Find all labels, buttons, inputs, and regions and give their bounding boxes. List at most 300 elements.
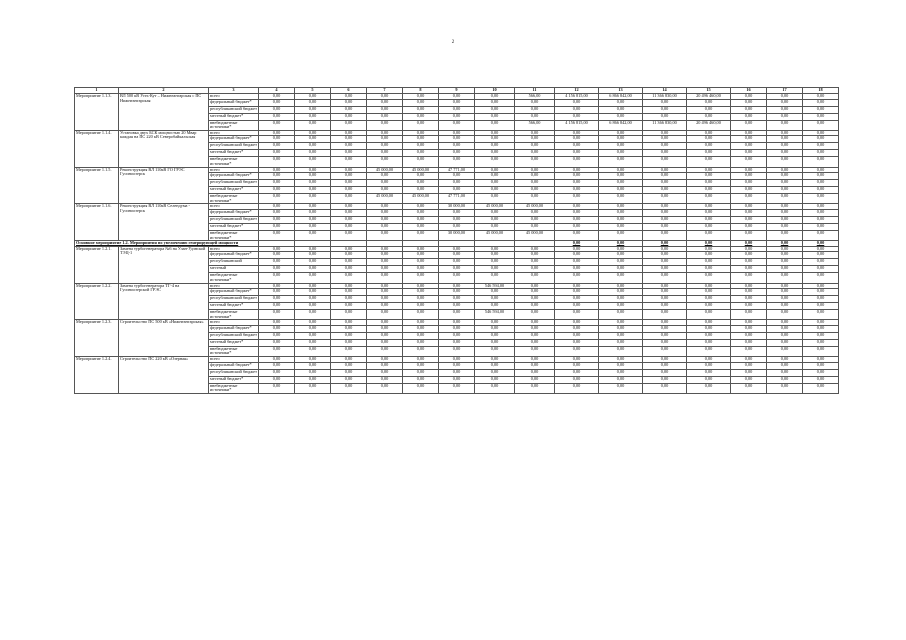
- table-cell: 0,00: [295, 296, 331, 303]
- table-cell: 0,00: [555, 157, 599, 167]
- table-cell: 0,00: [403, 120, 439, 130]
- table-cell: 30 000,00: [439, 230, 475, 240]
- table-cell: 0,00: [599, 357, 643, 363]
- table-cell: 0,00: [403, 246, 439, 252]
- table-cell: 0,00: [643, 204, 687, 210]
- table-cell: 0,00: [295, 180, 331, 187]
- table-cell: 0,00: [643, 216, 687, 223]
- funding-source: федеральный бюджет*: [209, 252, 259, 259]
- table-cell: 0,00: [599, 246, 643, 252]
- table-cell: 0,00: [767, 94, 803, 100]
- table-cell: 0,00: [331, 194, 367, 204]
- table-cell: 0,00: [555, 346, 599, 356]
- table-cell: 0,00: [515, 369, 555, 376]
- table-cell: 0,00: [731, 120, 767, 130]
- table-cell: 0,00: [803, 283, 839, 289]
- table-cell: 0,00: [687, 339, 731, 346]
- table-cell: 0,00: [599, 194, 643, 204]
- table-cell: 0,00: [643, 289, 687, 296]
- table-cell: 0,00: [367, 376, 403, 383]
- table-cell: 0,00: [439, 99, 475, 106]
- table-cell: 0,00: [367, 310, 403, 320]
- table-cell: 0,00: [439, 157, 475, 167]
- table-cell: 0,00: [643, 230, 687, 240]
- table-cell: 0,00: [643, 362, 687, 369]
- table-cell: 0,00: [439, 136, 475, 143]
- table-cell: 11 366 830,00: [643, 120, 687, 130]
- table-cell: 0,00: [643, 376, 687, 383]
- table-cell: 0,00: [475, 357, 515, 363]
- table-cell: 0,00: [803, 273, 839, 283]
- table-cell: 0,00: [803, 157, 839, 167]
- table-cell: 0,00: [599, 187, 643, 194]
- table-cell: 0,00: [295, 252, 331, 259]
- table-cell: 0,00: [259, 357, 295, 363]
- funding-source: местный бюджет*: [209, 187, 259, 194]
- table-cell: 0,00: [439, 266, 475, 273]
- table-cell: 45 000,00: [367, 194, 403, 204]
- table-cell: 0,00: [555, 325, 599, 332]
- table-cell: 0,00: [555, 320, 599, 326]
- table-cell: 0,00: [767, 383, 803, 393]
- table-cell: 0,00: [687, 259, 731, 266]
- table-cell: 0,00: [331, 157, 367, 167]
- table-cell: 0,00: [767, 113, 803, 120]
- table-cell: 0,00: [295, 216, 331, 223]
- table-cell: 0,00: [259, 252, 295, 259]
- table-cell: 0,00: [731, 113, 767, 120]
- table-cell: 0,00: [767, 252, 803, 259]
- table-cell: 0,00: [367, 204, 403, 210]
- table-cell: 0,00: [767, 223, 803, 230]
- table-cell: 0,00: [767, 173, 803, 180]
- table-cell: 0,00: [295, 332, 331, 339]
- table-cell: 0,00: [331, 130, 367, 136]
- table-cell: 0,00: [731, 303, 767, 310]
- table-cell: 0,00: [599, 273, 643, 283]
- funding-source: внебюджетные источники*: [209, 346, 259, 356]
- table-cell: 0,00: [259, 383, 295, 393]
- table-cell: 0,00: [643, 150, 687, 157]
- table-cell: 0,00: [767, 120, 803, 130]
- table-cell: 0,00: [515, 357, 555, 363]
- header-cell: 12: [555, 88, 599, 94]
- table-cell: 0,00: [599, 332, 643, 339]
- table-cell: 0,00: [767, 246, 803, 252]
- table-cell: 0,00: [331, 150, 367, 157]
- table-cell: 0,00: [803, 209, 839, 216]
- table-cell: 0,00: [515, 136, 555, 143]
- table-cell: 0,00: [803, 266, 839, 273]
- table-cell: 0,00: [643, 209, 687, 216]
- table-cell: 0,00: [331, 216, 367, 223]
- table-cell: 0,00: [555, 230, 599, 240]
- table-cell: 45 000,00: [515, 204, 555, 210]
- table-cell: 0,00: [803, 362, 839, 369]
- table-cell: 0,00: [259, 216, 295, 223]
- table-cell: 0,00: [515, 310, 555, 320]
- table-cell: 0,00: [555, 383, 599, 393]
- table-cell: 0,00: [475, 320, 515, 326]
- table-cell: 0,00: [331, 283, 367, 289]
- table-cell: 0,00: [803, 252, 839, 259]
- table-cell: 0,00: [803, 180, 839, 187]
- table-cell: 0,00: [259, 99, 295, 106]
- table-cell: 0,00: [599, 216, 643, 223]
- header-cell: 5: [295, 88, 331, 94]
- table-cell: 20 496 460,00: [687, 94, 731, 100]
- measure-name: Строительство ПС 500 кВ «Нижнеангарская»: [119, 320, 209, 357]
- table-cell: 0,00: [439, 180, 475, 187]
- table-cell: 0,00: [555, 143, 599, 150]
- table-cell: 0,00: [515, 167, 555, 173]
- table-cell: 0,00: [295, 150, 331, 157]
- table-cell: 0,00: [331, 99, 367, 106]
- table-cell: 0,00: [295, 113, 331, 120]
- table-cell: 0,00: [367, 296, 403, 303]
- table-cell: 0,00: [515, 180, 555, 187]
- table-cell: 0,00: [643, 273, 687, 283]
- table-cell: 0,00: [439, 246, 475, 252]
- table-cell: 0,00: [767, 157, 803, 167]
- table-cell: 0,00: [599, 150, 643, 157]
- table-cell: 0,00: [259, 130, 295, 136]
- table-cell: 0,00: [367, 339, 403, 346]
- table-cell: 0,00: [731, 94, 767, 100]
- table-cell: 0,00: [259, 113, 295, 120]
- table-cell: 0,00: [403, 332, 439, 339]
- table-cell: 0,00: [687, 383, 731, 393]
- table-cell: 0,00: [599, 339, 643, 346]
- funding-source: местный бюджет*: [209, 339, 259, 346]
- table-cell: 0,00: [515, 332, 555, 339]
- table-cell: 0,00: [439, 289, 475, 296]
- table-cell: 0,00: [367, 187, 403, 194]
- table-cell: 0,00: [643, 173, 687, 180]
- table-cell: 0,00: [555, 252, 599, 259]
- table-cell: 0,00: [367, 150, 403, 157]
- table-cell: 0,00: [731, 357, 767, 363]
- table-cell: 0,00: [259, 320, 295, 326]
- table-cell: 0,00: [367, 283, 403, 289]
- table-cell: 0,00: [295, 106, 331, 113]
- table-cell: 6 866 842,00: [599, 94, 643, 100]
- table-cell: 0,00: [643, 136, 687, 143]
- table-cell: 0,00: [643, 339, 687, 346]
- table-cell: 45 000,00: [367, 167, 403, 173]
- table-cell: 0,00: [403, 204, 439, 210]
- table-cell: 0,00: [515, 346, 555, 356]
- table-cell: 6 866 842,00: [599, 120, 643, 130]
- table-cell: 0,00: [403, 266, 439, 273]
- table-cell: 0,00: [515, 320, 555, 326]
- table-cell: 0,00: [475, 362, 515, 369]
- table-cell: 0,00: [515, 209, 555, 216]
- table-cell: 0,00: [599, 266, 643, 273]
- table-cell: 0,00: [367, 303, 403, 310]
- table-cell: 0,00: [803, 332, 839, 339]
- measure-name: Замена турбогенератора №6 на Улан-Удэнской ТЭЦ-1: [119, 246, 209, 283]
- table-cell: 0,00: [367, 130, 403, 136]
- table-cell: 0,00: [515, 339, 555, 346]
- table-cell: 0,00: [331, 143, 367, 150]
- table-cell: 0,00: [599, 230, 643, 240]
- table-cell: 0,00: [599, 157, 643, 167]
- table-cell: 0,00: [439, 94, 475, 100]
- table-cell: 0,00: [475, 143, 515, 150]
- funding-source: республиканский бюджет: [209, 332, 259, 339]
- table-cell: 0,00: [295, 230, 331, 240]
- table-cell: 0,00: [403, 289, 439, 296]
- table-cell: 0,00: [295, 167, 331, 173]
- table-cell: 0,00: [767, 339, 803, 346]
- table-cell: 0,00: [515, 157, 555, 167]
- table-cell: 0,00: [403, 113, 439, 120]
- table-cell: 0,00: [439, 259, 475, 266]
- funding-source: республиканский бюджет: [209, 216, 259, 223]
- measure-number: Мероприятие 1.2.3.: [75, 320, 119, 357]
- header-cell: 18: [803, 88, 839, 94]
- table-cell: 0,00: [403, 296, 439, 303]
- funding-source: всего: [209, 320, 259, 326]
- table-cell: 0,00: [767, 357, 803, 363]
- table-cell: 0,00: [767, 99, 803, 106]
- funding-source: федеральный бюджет*: [209, 289, 259, 296]
- table-cell: 0,00: [803, 320, 839, 326]
- table-cell: 0,00: [767, 266, 803, 273]
- table-cell: 0,00: [555, 273, 599, 283]
- table-cell: 0,00: [803, 325, 839, 332]
- table-cell: 0,00: [295, 120, 331, 130]
- table-cell: 0,00: [687, 289, 731, 296]
- table-cell: 0,00: [555, 130, 599, 136]
- table-cell: 0,00: [331, 383, 367, 393]
- measure-name: Реконструкция ВЛ 110кВ ГО ГРЭС Гусиноозерск: [119, 167, 209, 204]
- table-cell: 0,00: [439, 283, 475, 289]
- table-cell: 0,00: [555, 362, 599, 369]
- table-cell: 0,00: [731, 194, 767, 204]
- table-cell: 0,00: [367, 173, 403, 180]
- table-cell: 0,00: [403, 259, 439, 266]
- table-cell: 0,00: [515, 283, 555, 289]
- table-cell: 0,00: [515, 325, 555, 332]
- table-cell: 0,00: [803, 167, 839, 173]
- table-cell: 0,00: [767, 167, 803, 173]
- table-cell: 0,00: [643, 383, 687, 393]
- table-cell: 0,00: [643, 296, 687, 303]
- funding-source: внебюджетные источники*: [209, 310, 259, 320]
- table-cell: 0,00: [599, 325, 643, 332]
- table-cell: 0,00: [367, 216, 403, 223]
- funding-source: республиканский бюджет: [209, 180, 259, 187]
- table-cell: 0,00: [599, 383, 643, 393]
- table-cell: 0,00: [687, 296, 731, 303]
- table-cell: 0,00: [259, 180, 295, 187]
- table-cell: 0,00: [367, 120, 403, 130]
- table-cell: 0,00: [403, 99, 439, 106]
- measure-name: ВЛ 500 кВ Усть-Кут – Нижнеангарская с ПС Нижнеангарская: [119, 94, 209, 131]
- funding-source: местный бюджет*: [209, 113, 259, 120]
- table-cell: 0,00: [599, 259, 643, 266]
- table-cell: 0,00: [767, 320, 803, 326]
- table-cell: 0,00: [259, 157, 295, 167]
- table-cell: 0,00: [515, 143, 555, 150]
- table-cell: 0,00: [295, 266, 331, 273]
- funding-source: всего: [209, 246, 259, 252]
- table-cell: 0,00: [259, 296, 295, 303]
- table-cell: 0,00: [439, 357, 475, 363]
- funding-source: федеральный бюджет*: [209, 209, 259, 216]
- table-cell: 0,00: [403, 106, 439, 113]
- table-cell: 0,00: [731, 332, 767, 339]
- table-cell: 0,00: [259, 266, 295, 273]
- table-cell: 0,00: [555, 369, 599, 376]
- table-cell: 0,00: [555, 223, 599, 230]
- table-cell: 0,00: [295, 325, 331, 332]
- table-cell: 0,00: [367, 252, 403, 259]
- funding-source: республиканский бюджет: [209, 369, 259, 376]
- table-cell: 0,00: [295, 273, 331, 283]
- table-cell: 0,00: [295, 194, 331, 204]
- funding-source: внебюджетные источники*: [209, 273, 259, 283]
- table-cell: 0,00: [643, 157, 687, 167]
- table-cell: 0,00: [767, 303, 803, 310]
- table-cell: 0,00: [331, 303, 367, 310]
- table-cell: 0,00: [475, 325, 515, 332]
- table-cell: 0,00: [599, 346, 643, 356]
- table-cell: 0,00: [259, 209, 295, 216]
- table-cell: 0,00: [767, 216, 803, 223]
- table-cell: 0,00: [643, 283, 687, 289]
- table-cell: 0,00: [687, 320, 731, 326]
- funding-source: местный бюджет*: [209, 376, 259, 383]
- funding-source: федеральный бюджет*: [209, 325, 259, 332]
- table-cell: 0,00: [403, 339, 439, 346]
- table-cell: 0,00: [515, 187, 555, 194]
- table-cell: 0,00: [599, 320, 643, 326]
- table-cell: 0,00: [767, 143, 803, 150]
- table-cell: 0,00: [403, 362, 439, 369]
- table-cell: 0,00: [295, 246, 331, 252]
- table-cell: 0,00: [803, 94, 839, 100]
- table-cell: 0,00: [295, 99, 331, 106]
- table-cell: 0,00: [295, 157, 331, 167]
- measure-number: Мероприятие 1.1.3.: [75, 94, 119, 131]
- funding-source: всего: [209, 167, 259, 173]
- funding-source: внебюджетные источники*: [209, 194, 259, 204]
- table-cell: 0,00: [439, 143, 475, 150]
- table-cell: 0,00: [687, 187, 731, 194]
- table-cell: 0,00: [767, 106, 803, 113]
- table-cell: 0,00: [439, 369, 475, 376]
- table-cell: 0,00: [295, 130, 331, 136]
- table-cell: 566,00: [515, 94, 555, 100]
- table-cell: 0,00: [731, 369, 767, 376]
- table-cell: 0,00: [687, 223, 731, 230]
- funding-source: федеральный бюджет*: [209, 173, 259, 180]
- table-cell: 0,00: [475, 246, 515, 252]
- table-cell: 0,00: [515, 266, 555, 273]
- table-cell: 0,00: [599, 362, 643, 369]
- table-cell: 0,00: [803, 106, 839, 113]
- table-cell: 0,00: [687, 310, 731, 320]
- table-cell: 0,00: [403, 150, 439, 157]
- table-cell: 0,00: [295, 376, 331, 383]
- table-cell: 0,00: [367, 246, 403, 252]
- table-cell: 0,00: [643, 252, 687, 259]
- table-cell: 0,00: [515, 273, 555, 283]
- table-cell: 0,00: [643, 187, 687, 194]
- table-cell: 0,00: [803, 246, 839, 252]
- table-cell: 0,00: [439, 346, 475, 356]
- table-cell: 0,00: [643, 357, 687, 363]
- table-cell: 0,00: [643, 332, 687, 339]
- table-cell: 0,00: [555, 339, 599, 346]
- table-cell: 0,00: [367, 369, 403, 376]
- table-cell: 0,00: [643, 113, 687, 120]
- table-cell: 0,00: [331, 209, 367, 216]
- table-cell: 0,00: [403, 252, 439, 259]
- table-cell: 0,00: [403, 273, 439, 283]
- table-cell: 0,00: [767, 289, 803, 296]
- table-cell: 0,00: [439, 332, 475, 339]
- table-cell: 0,00: [367, 357, 403, 363]
- table-cell: 0,00: [403, 216, 439, 223]
- table-cell: 0,00: [331, 120, 367, 130]
- table-cell: 0,00: [599, 173, 643, 180]
- table-cell: 47 771,00: [439, 194, 475, 204]
- table-cell: 0,00: [687, 157, 731, 167]
- table-cell: 0,00: [687, 209, 731, 216]
- table-cell: 0,00: [643, 325, 687, 332]
- table-cell: 0,00: [259, 303, 295, 310]
- table-cell: 0,00: [555, 283, 599, 289]
- table-cell: 0,00: [331, 230, 367, 240]
- table-cell: 0,00: [767, 376, 803, 383]
- table-cell: 0,00: [767, 362, 803, 369]
- table-cell: 0,00: [599, 303, 643, 310]
- table-cell: 0,00: [555, 187, 599, 194]
- funding-source: местный: [209, 266, 259, 273]
- table-cell: 0,00: [475, 130, 515, 136]
- table-cell: 0,00: [731, 346, 767, 356]
- table-cell: 0,00: [515, 362, 555, 369]
- table-cell: 0,00: [295, 357, 331, 363]
- table-cell: 0,00: [599, 369, 643, 376]
- table-cell: 0,00: [403, 357, 439, 363]
- table-cell: 0,00: [367, 383, 403, 393]
- table-cell: 0,00: [439, 339, 475, 346]
- table-cell: 0,00: [731, 310, 767, 320]
- table-cell: 0,00: [803, 136, 839, 143]
- table-cell: 0,00: [555, 180, 599, 187]
- table-cell: 0,00: [331, 320, 367, 326]
- table-cell: 0,00: [367, 289, 403, 296]
- table-cell: 0,00: [731, 143, 767, 150]
- funding-source: всего: [209, 283, 259, 289]
- table-cell: 0,00: [403, 180, 439, 187]
- table-cell: 0,00: [687, 325, 731, 332]
- table-cell: 0,00: [475, 187, 515, 194]
- table-cell: 0,00: [475, 259, 515, 266]
- table-cell: 0,00: [687, 241, 731, 247]
- table-cell: 0,00: [803, 303, 839, 310]
- table-cell: 0,00: [331, 357, 367, 363]
- funding-source: внебюджетные источники*: [209, 120, 259, 130]
- table-cell: 0,00: [687, 369, 731, 376]
- table-cell: 0,00: [555, 99, 599, 106]
- table-cell: 0,00: [295, 187, 331, 194]
